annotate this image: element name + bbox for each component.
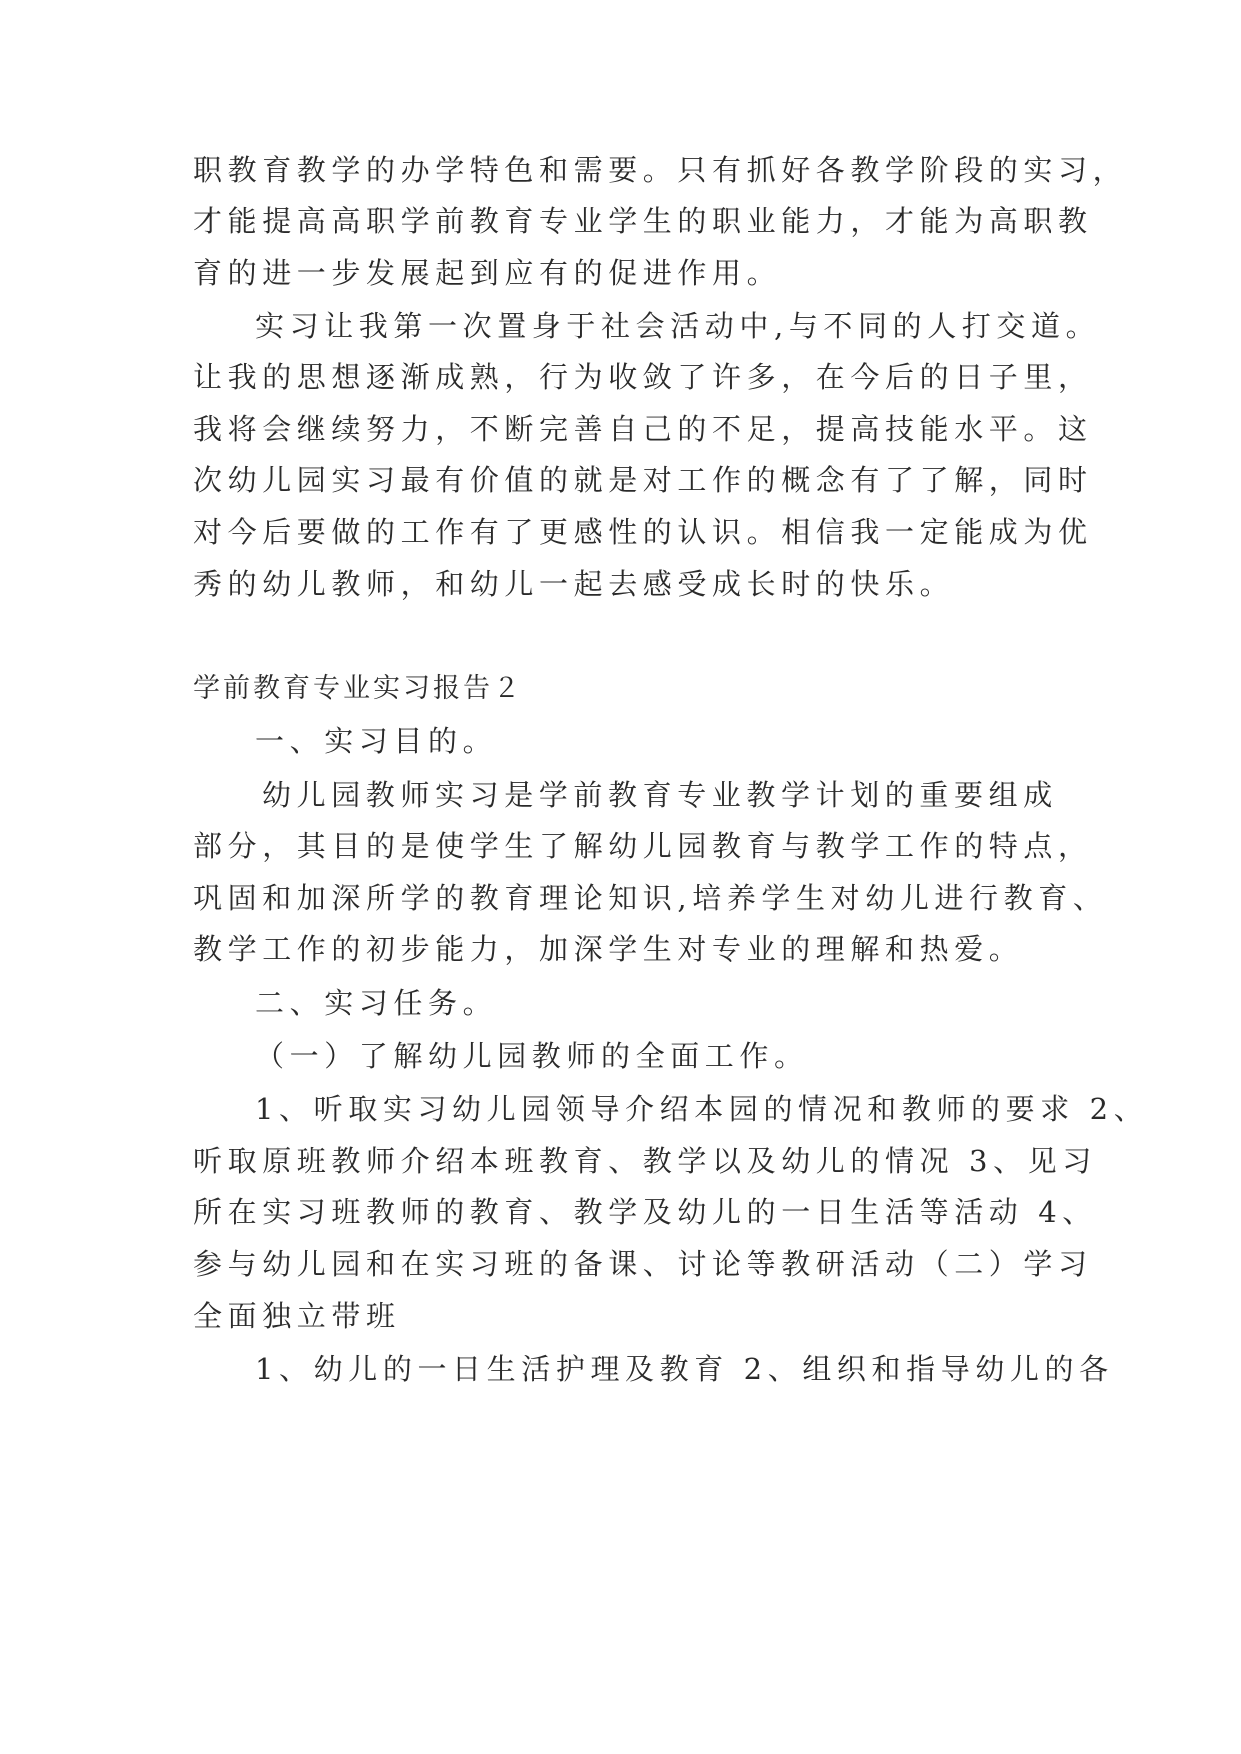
- paragraph-line: 我将会继续努力，不断完善自己的不足，提高技能水平。这: [193, 412, 1093, 446]
- paragraph-line: 部分，其目的是使学生了解幼儿园教育与教学工作的特点，: [193, 829, 1093, 863]
- paragraph-line: 巩固和加深所学的教育理论知识,培养学生对幼儿进行教育、: [193, 881, 1108, 915]
- section-title: 学前教育专业实习报告２: [193, 673, 523, 704]
- paragraph-line: 教学工作的初步能力，加深学生对专业的理解和热爱。: [193, 932, 1024, 966]
- subheading: （一）了解幼儿园教师的全面工作。: [255, 1039, 809, 1073]
- paragraph-line: 1、听取实习幼儿园领导介绍本园的情况和教师的要求 2、: [255, 1092, 1149, 1126]
- paragraph-line: 次幼儿园实习最有价值的就是对工作的概念有了了解，同时: [193, 463, 1093, 497]
- paragraph-line: 职教育教学的办学特色和需要。只有抓好各教学阶段的实习，: [193, 153, 1128, 187]
- subheading: 一、实习目的。: [255, 724, 498, 758]
- paragraph-line: 幼儿园教师实习是学前教育专业教学计划的重要组成: [262, 778, 1058, 812]
- subheading: 二、实习任务。: [255, 986, 498, 1020]
- paragraph-line: 对今后要做的工作有了更感性的认识。相信我一定能成为优: [193, 515, 1093, 549]
- paragraph-line: 所在实习班教师的教育、教学及幼儿的一日生活等活动 4、: [193, 1195, 1097, 1229]
- paragraph-line: 秀的幼儿教师，和幼儿一起去感受成长时的快乐。: [193, 567, 955, 601]
- paragraph-line: 全面独立带班: [193, 1299, 401, 1333]
- paragraph-line: 听取原班教师介绍本班教育、教学以及幼儿的情况 3、见习: [193, 1144, 1097, 1178]
- paragraph-line: 育的进一步发展起到应有的促进作用。: [193, 256, 782, 290]
- paragraph-line: 参与幼儿园和在实习班的备课、讨论等教研活动（二）学习: [193, 1247, 1093, 1281]
- paragraph-line: 让我的思想逐渐成熟，行为收敛了许多，在今后的日子里，: [193, 360, 1093, 394]
- paragraph-line: 才能提高高职学前教育专业学生的职业能力，才能为高职教: [193, 204, 1093, 238]
- paragraph-line: 1、幼儿的一日生活护理及教育 2、组织和指导幼儿的各: [255, 1352, 1114, 1386]
- paragraph-line: 实习让我第一次置身于社会活动中,与不同的人打交道。: [255, 309, 1101, 343]
